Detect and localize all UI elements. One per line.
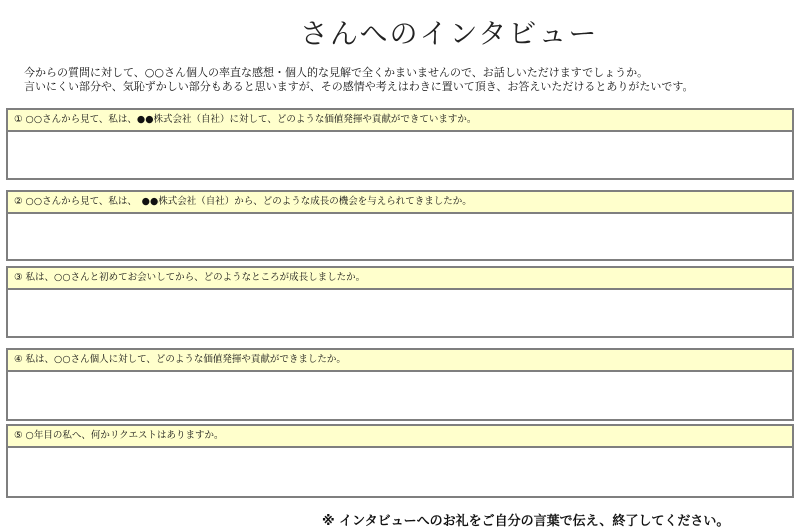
question-label: ⑤ ○年目の私へ、何かリクエストはありますか。 <box>8 426 792 448</box>
question-label: ④ 私は、○○さん個人に対して、どのような価値発揮や貢献ができましたか。 <box>8 350 792 372</box>
intro-line: 言いにくい部分や、気恥ずかしい部分もあると思いますが、その感情や考えはわきに置いて頂き、お答えいただけるとありがたいです。 <box>24 80 694 93</box>
question-label: ① ○○さんから見て、私は、●●株式会社（自社）に対して、どのような価値発揮や貢献ができていますか。 <box>8 110 792 132</box>
answer-field[interactable] <box>8 290 792 336</box>
closing-note: ※ インタビューへのお礼をご自分の言葉で伝え、終了してください。 <box>322 514 730 529</box>
question-label: ② ○○さんから見て、私は、 ●●株式会社（自社）から、どのような成長の機会を与えられてきましたか。 <box>8 192 792 214</box>
answer-field[interactable] <box>8 372 792 419</box>
question-block-5 <box>6 424 794 498</box>
question-label: ③ 私は、○○さんと初めてお会いしてから、どのようなところが成長しましたか。 <box>8 268 792 290</box>
answer-field[interactable] <box>8 214 792 259</box>
intro-line: 今からの質問に対して、○○さん個人の率直な感想・個人的な見解で全くかまいませんので、お話しいただけますでしょうか。 <box>24 66 649 79</box>
question-block-1 <box>6 108 794 180</box>
answer-field[interactable] <box>8 132 792 178</box>
answer-field[interactable] <box>8 448 792 496</box>
page-title: さんへのインタビュー <box>300 17 599 50</box>
question-block-3 <box>6 266 794 338</box>
intro-text <box>24 66 794 94</box>
question-block-4 <box>6 348 794 421</box>
question-block-2 <box>6 190 794 261</box>
